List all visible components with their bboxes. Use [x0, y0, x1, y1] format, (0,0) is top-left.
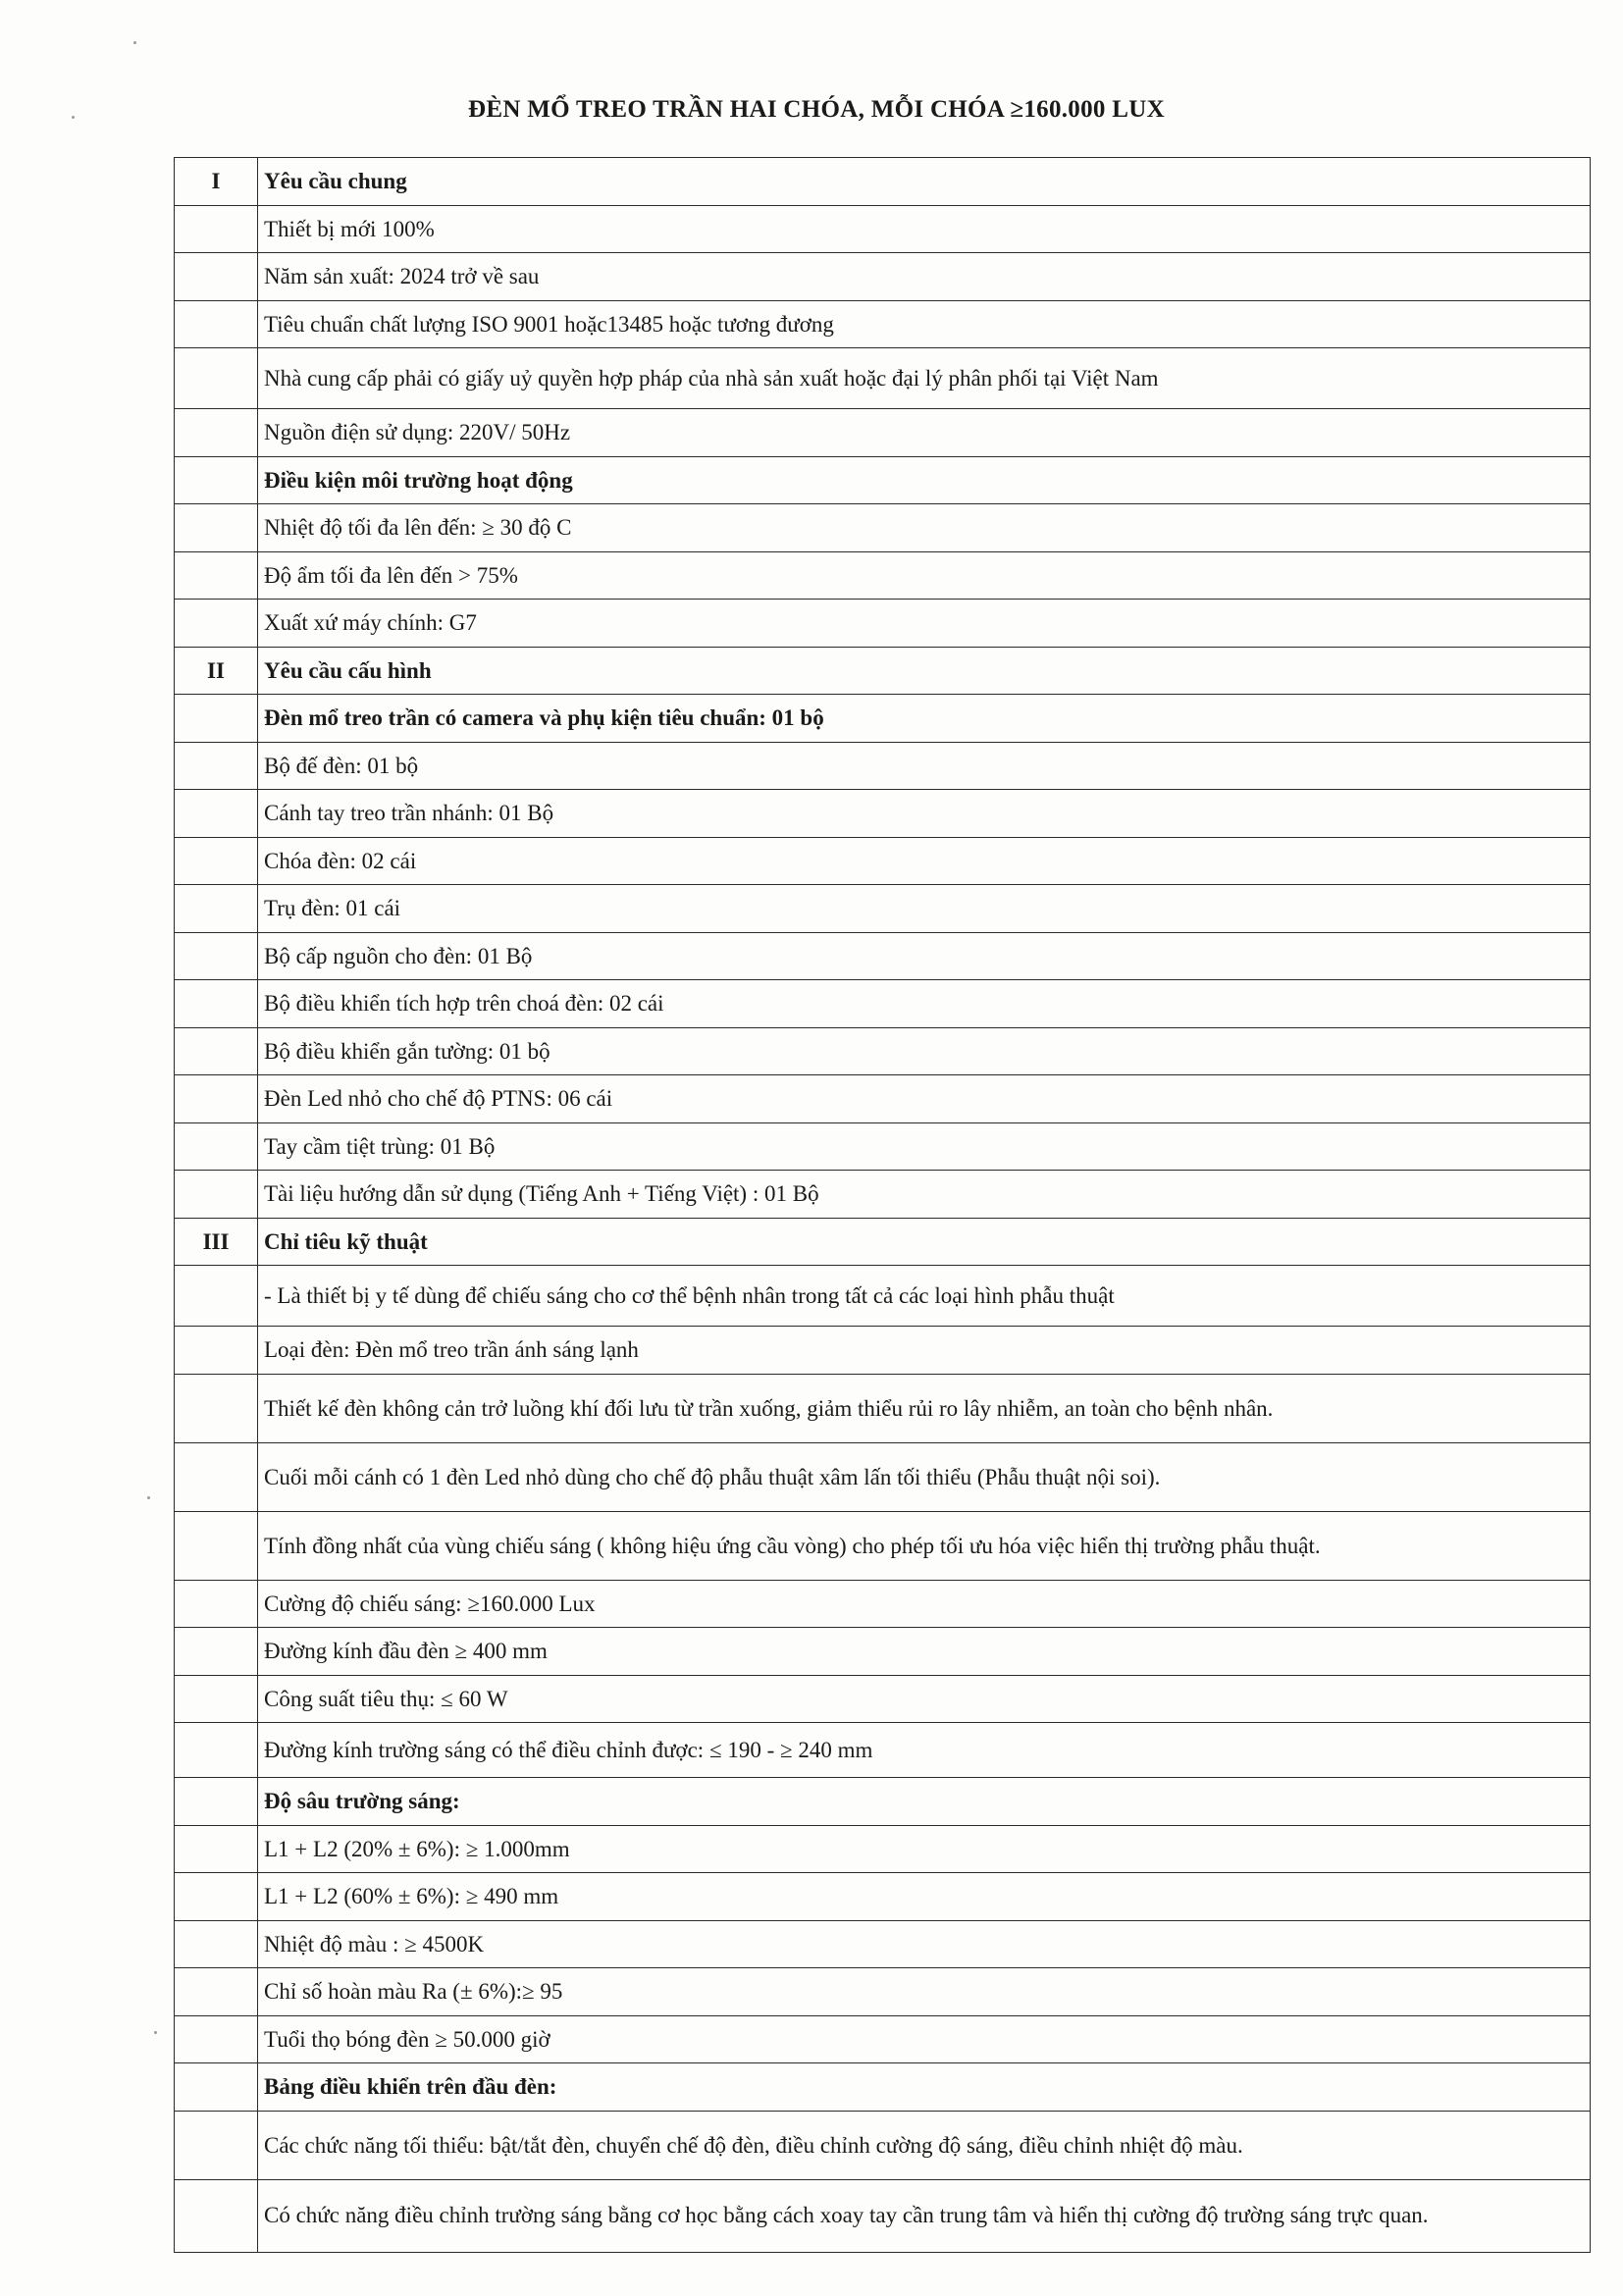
row-number — [175, 1778, 258, 1826]
table-row — [175, 158, 1591, 206]
row-number — [175, 348, 258, 409]
table-row — [175, 1873, 1591, 1921]
table-row — [175, 1327, 1591, 1375]
row-number — [175, 409, 258, 457]
row-number — [175, 1968, 258, 2016]
row-text: Tài liệu hướng dẫn sử dụng (Tiếng Anh + Tiếng Việt) : 01 Bộ — [258, 1171, 1591, 1219]
table-row — [175, 504, 1591, 552]
specification-table — [174, 157, 1591, 2253]
row-number — [175, 1628, 258, 1676]
row-number — [175, 1511, 258, 1580]
row-text: Nhiệt độ màu : ≥ 4500K — [258, 1920, 1591, 1968]
table-row — [175, 2111, 1591, 2179]
row-text: Cường độ chiếu sáng: ≥160.000 Lux — [258, 1580, 1591, 1628]
row-number — [175, 1374, 258, 1442]
row-number — [175, 300, 258, 348]
row-number — [175, 2111, 258, 2179]
row-number — [175, 790, 258, 838]
row-text: Trụ đèn: 01 cái — [258, 885, 1591, 933]
row-number — [175, 742, 258, 790]
table-row — [175, 1122, 1591, 1171]
row-text: Yêu cầu chung — [258, 158, 1591, 206]
row-text: Đường kính trường sáng có thể điều chỉnh được: ≤ 190 - ≥ 240 mm — [258, 1723, 1591, 1778]
table-row — [175, 456, 1591, 504]
row-text: Cuối mỗi cánh có 1 đèn Led nhỏ dùng cho chế độ phẫu thuật xâm lấn tối thiểu (Phẫu thuật nội soi). — [258, 1442, 1591, 1511]
table-row — [175, 1628, 1591, 1676]
row-text: Cánh tay treo trần nhánh: 01 Bộ — [258, 790, 1591, 838]
row-number — [175, 2015, 258, 2063]
row-text: Loại đèn: Đèn mổ treo trần ánh sáng lạnh — [258, 1327, 1591, 1375]
table-row — [175, 932, 1591, 980]
table-row — [175, 1968, 1591, 2016]
document-title-text: ĐÈN MỔ TREO TRẦN HAI CHÓA, MỖI CHÓA ≥160.000 LUX — [468, 96, 1165, 123]
table-row — [175, 409, 1591, 457]
row-number — [175, 2063, 258, 2112]
row-text: Tay cầm tiệt trùng: 01 Bộ — [258, 1122, 1591, 1171]
row-number — [175, 1327, 258, 1375]
table-row — [175, 205, 1591, 253]
row-number — [175, 1675, 258, 1723]
row-text: Bộ đế đèn: 01 bộ — [258, 742, 1591, 790]
row-number: III — [175, 1218, 258, 1266]
table-row — [175, 1171, 1591, 1219]
table-row — [175, 1266, 1591, 1327]
table-row — [175, 1442, 1591, 1511]
table-row — [175, 647, 1591, 695]
table-row — [175, 837, 1591, 885]
row-number — [175, 932, 258, 980]
row-text: Yêu cầu cấu hình — [258, 647, 1591, 695]
table-row — [175, 695, 1591, 743]
table-row — [175, 1920, 1591, 1968]
table-row — [175, 1825, 1591, 1873]
row-text: Bảng điều khiển trên đầu đèn: — [258, 2063, 1591, 2112]
row-text: Các chức năng tối thiểu: bật/tắt đèn, chuyển chế độ đèn, điều chỉnh cường độ sáng, điều chỉnh nhiệt độ màu. — [258, 2111, 1591, 2179]
row-text: Tuổi thọ bóng đèn ≥ 50.000 giờ — [258, 2015, 1591, 2063]
row-number — [175, 205, 258, 253]
row-text: Nhà cung cấp phải có giấy uỷ quyền hợp pháp của nhà sản xuất hoặc đại lý phân phối tại Việt Nam — [258, 348, 1591, 409]
row-number — [175, 1723, 258, 1778]
table-row — [175, 1511, 1591, 1580]
row-text: L1 + L2 (60% ± 6%): ≥ 490 mm — [258, 1873, 1591, 1921]
table-row — [175, 1723, 1591, 1778]
row-text: Chóa đèn: 02 cái — [258, 837, 1591, 885]
row-text: Tính đồng nhất của vùng chiếu sáng ( không hiệu ứng cầu vòng) cho phép tối ưu hóa việc hiển thị trường phẫu thuật. — [258, 1511, 1591, 1580]
row-number — [175, 600, 258, 648]
row-number — [175, 980, 258, 1028]
row-number — [175, 1825, 258, 1873]
row-number — [175, 1122, 258, 1171]
table-row — [175, 1675, 1591, 1723]
row-text: L1 + L2 (20% ± 6%): ≥ 1.000mm — [258, 1825, 1591, 1873]
row-number — [175, 1171, 258, 1219]
row-text: Bộ điều khiển gắn tường: 01 bộ — [258, 1027, 1591, 1075]
row-text: Nhiệt độ tối đa lên đến: ≥ 30 độ C — [258, 504, 1591, 552]
row-number: II — [175, 647, 258, 695]
table-row — [175, 600, 1591, 648]
row-text: Bộ cấp nguồn cho đèn: 01 Bộ — [258, 932, 1591, 980]
row-number — [175, 1580, 258, 1628]
row-text: Thiết bị mới 100% — [258, 205, 1591, 253]
table-row — [175, 551, 1591, 600]
row-number — [175, 695, 258, 743]
row-text: Chỉ tiêu kỹ thuật — [258, 1218, 1591, 1266]
table-row — [175, 1778, 1591, 1826]
row-number — [175, 551, 258, 600]
table-row — [175, 1027, 1591, 1075]
row-text: Công suất tiêu thụ: ≤ 60 W — [258, 1675, 1591, 1723]
row-text: Điều kiện môi trường hoạt động — [258, 456, 1591, 504]
row-number — [175, 456, 258, 504]
table-row — [175, 980, 1591, 1028]
row-text: Đường kính đầu đèn ≥ 400 mm — [258, 1628, 1591, 1676]
row-text: Đèn mổ treo trần có camera và phụ kiện tiêu chuẩn: 01 bộ — [258, 695, 1591, 743]
table-row — [175, 348, 1591, 409]
row-text: Tiêu chuẩn chất lượng ISO 9001 hoặc13485 hoặc tương đương — [258, 300, 1591, 348]
table-row — [175, 1374, 1591, 1442]
row-text: Độ sâu trường sáng: — [258, 1778, 1591, 1826]
row-text: Nguồn điện sử dụng: 220V/ 50Hz — [258, 409, 1591, 457]
table-row — [175, 2179, 1591, 2252]
row-number — [175, 2179, 258, 2252]
row-text: Chỉ số hoàn màu Ra (± 6%):≥ 95 — [258, 1968, 1591, 2016]
scan-speck — [154, 2031, 157, 2034]
table-row — [175, 300, 1591, 348]
row-text: Xuất xứ máy chính: G7 — [258, 600, 1591, 648]
scan-speck — [147, 1496, 150, 1499]
scan-speck — [72, 116, 75, 119]
row-text: Năm sản xuất: 2024 trở về sau — [258, 253, 1591, 301]
table-row — [175, 2063, 1591, 2112]
table-row — [175, 790, 1591, 838]
row-number — [175, 1873, 258, 1921]
row-number — [175, 1920, 258, 1968]
table-row — [175, 1218, 1591, 1266]
row-text: Có chức năng điều chỉnh trường sáng bằng cơ học bằng cách xoay tay cần trung tâm và hiển thị cường độ trường sáng trực quan. — [258, 2179, 1591, 2252]
row-text: Độ ẩm tối đa lên đến > 75% — [258, 551, 1591, 600]
row-text: - Là thiết bị y tế dùng để chiếu sáng cho cơ thể bệnh nhân trong tất cả các loại hình phẫu thuật — [258, 1266, 1591, 1327]
row-text: Bộ điều khiển tích hợp trên choá đèn: 02 cái — [258, 980, 1591, 1028]
table-row — [175, 253, 1591, 301]
table-row — [175, 1580, 1591, 1628]
scan-speck — [133, 41, 136, 44]
row-number — [175, 837, 258, 885]
row-number — [175, 253, 258, 301]
row-number — [175, 885, 258, 933]
row-number — [175, 1266, 258, 1327]
table-row — [175, 2015, 1591, 2063]
row-number: I — [175, 158, 258, 206]
row-text: Thiết kế đèn không cản trở luồng khí đối lưu từ trần xuống, giảm thiểu rủi ro lây nhiễm, an toàn cho bệnh nhân. — [258, 1374, 1591, 1442]
row-number — [175, 1075, 258, 1123]
document-title — [0, 96, 1623, 124]
table-row — [175, 1075, 1591, 1123]
row-number — [175, 1442, 258, 1511]
row-number — [175, 1027, 258, 1075]
row-text: Đèn Led nhỏ cho chế độ PTNS: 06 cái — [258, 1075, 1591, 1123]
table-row — [175, 742, 1591, 790]
table-row — [175, 885, 1591, 933]
row-number — [175, 504, 258, 552]
